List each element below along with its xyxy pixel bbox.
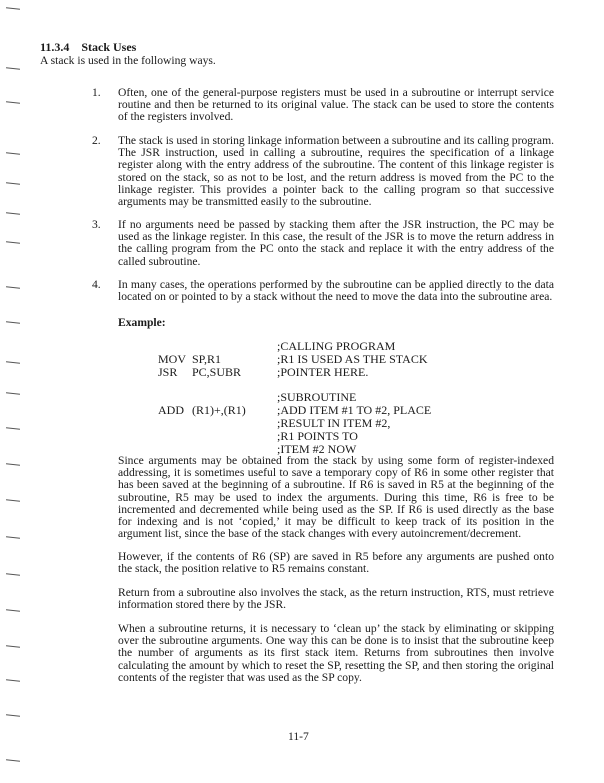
code-comment: ;ITEM #2 NOW xyxy=(277,442,357,456)
code-mnemonic: JSR xyxy=(158,365,178,379)
page-number: 11-7 xyxy=(288,730,309,743)
code-comment: ;SUBROUTINE xyxy=(277,390,357,404)
list-item xyxy=(92,279,554,303)
margin-mark xyxy=(6,67,20,69)
body-paragraph: Since arguments may be obtained from the stack by using some form of register-indexed addressing, it is sometimes useful to save a temporary copy of R6 in some other register that has been saved at the beginning of a subroutine. If R6 is saved in R5 at the beginning of the subroutine, R5 may be used to index the arguments. During this time, R6 is free to be incremented and decremented while being used as the SP. If R6 is used directly as the base for indexing and is not ‘copied,’ it may be difficult to keep track of its position in the argument list, since the base of the stack changes with every autoincrement/decrement. xyxy=(118,454,554,541)
margin-mark xyxy=(6,499,20,501)
code-comment: ;RESULT IN ITEM #2, xyxy=(277,416,391,430)
margin-mark xyxy=(6,7,20,9)
margin-mark xyxy=(6,427,20,429)
margin-mark xyxy=(6,182,20,184)
margin-mark xyxy=(6,286,20,288)
body-paragraph: However, if the contents of R6 (SP) are saved in R5 before any arguments are pushed onto the stack, the position relative to R5 remains constant. xyxy=(118,550,554,576)
list-number: 4. xyxy=(92,278,101,291)
list-number: 2. xyxy=(92,134,101,147)
margin-mark xyxy=(6,361,20,363)
list-number: 1. xyxy=(92,86,101,99)
list-text: If no arguments need be passed by stacking them after the JSR instruction, the PC may be used as the linkage register. In this case, the result of the JSR is to move the return address in the calling program from the PC onto the stack and replace it with the entry address of the called subroutine. xyxy=(118,218,554,268)
margin-mark xyxy=(6,212,20,214)
body-paragraph: Return from a subroutine also involves the stack, as the return instruction, RTS, must retrieve information stored there by the JSR. xyxy=(118,586,554,612)
margin-mark xyxy=(6,714,20,716)
margin-mark xyxy=(6,679,20,681)
list-item xyxy=(92,135,554,208)
margin-mark xyxy=(6,392,20,394)
body-paragraph: When a subroutine returns, it is necessary to ‘clean up’ the stack by eliminating or skipping over the subroutine arguments. One way this can be done is to insist that the subroutine keep the number of arguments as its first stack item. Returns from subroutines then involve calculating the amount by which to reset the SP, resetting the SP, and then storing the original contents of the register that was used as the SP copy. xyxy=(118,622,554,684)
margin-mark xyxy=(6,463,20,465)
code-comment: ;ADD ITEM #1 TO #2, PLACE xyxy=(277,403,432,417)
list-text: In many cases, the operations performed by the subroutine can be applied directly to the data located on or pointed to by a stack without the need to move the data into the subroutine area. xyxy=(118,278,554,304)
margin-mark xyxy=(6,152,20,154)
section-title: Stack Uses xyxy=(81,40,137,54)
margin-mark xyxy=(6,241,20,243)
margin-mark xyxy=(6,573,20,575)
margin-mark xyxy=(6,759,20,761)
code-operand: (R1)+,(R1) xyxy=(192,403,246,417)
code-comment: ;R1 IS USED AS THE STACK xyxy=(277,352,428,366)
list-item xyxy=(92,87,554,124)
list-number: 3. xyxy=(92,218,101,231)
section-number: 11.3.4 xyxy=(40,40,70,54)
section-heading xyxy=(40,41,136,53)
margin-mark xyxy=(6,321,20,323)
code-comment: ;R1 POINTS TO xyxy=(277,429,358,443)
code-operand: PC,SUBR xyxy=(192,365,242,379)
code-mnemonic: ADD xyxy=(158,403,184,417)
example-label: Example: xyxy=(118,316,166,329)
margin-mark xyxy=(6,645,20,647)
list-text: The stack is used in storing linkage information between a subroutine and its calling program. The JSR instruction, used in calling a subroutine, requires the specification of a linkage register along with the entry address of the subroutine. The content of this linkage register is stored on the stack, so as not to be lost, and the return address is moved from the PC to the linkage register. This provides a pointer back to the calling program so that successive arguments may be transmitted easily to the subroutine. xyxy=(118,134,554,209)
code-comment: ;CALLING PROGRAM xyxy=(277,339,396,353)
list-text: Often, one of the general-purpose registers must be used in a subroutine or interrupt service routine and then be returned to its original value. The stack can be used to store the contents of the registers involved. xyxy=(118,86,554,124)
margin-mark xyxy=(6,536,20,538)
margin-mark xyxy=(6,609,20,611)
list-item xyxy=(92,219,554,268)
code-mnemonic: MOV xyxy=(158,352,187,366)
code-comment: ;POINTER HERE. xyxy=(277,365,369,379)
code-operand: SP,R1 xyxy=(192,352,222,366)
margin-mark xyxy=(6,101,20,103)
intro-text: A stack is used in the following ways. xyxy=(40,54,216,67)
